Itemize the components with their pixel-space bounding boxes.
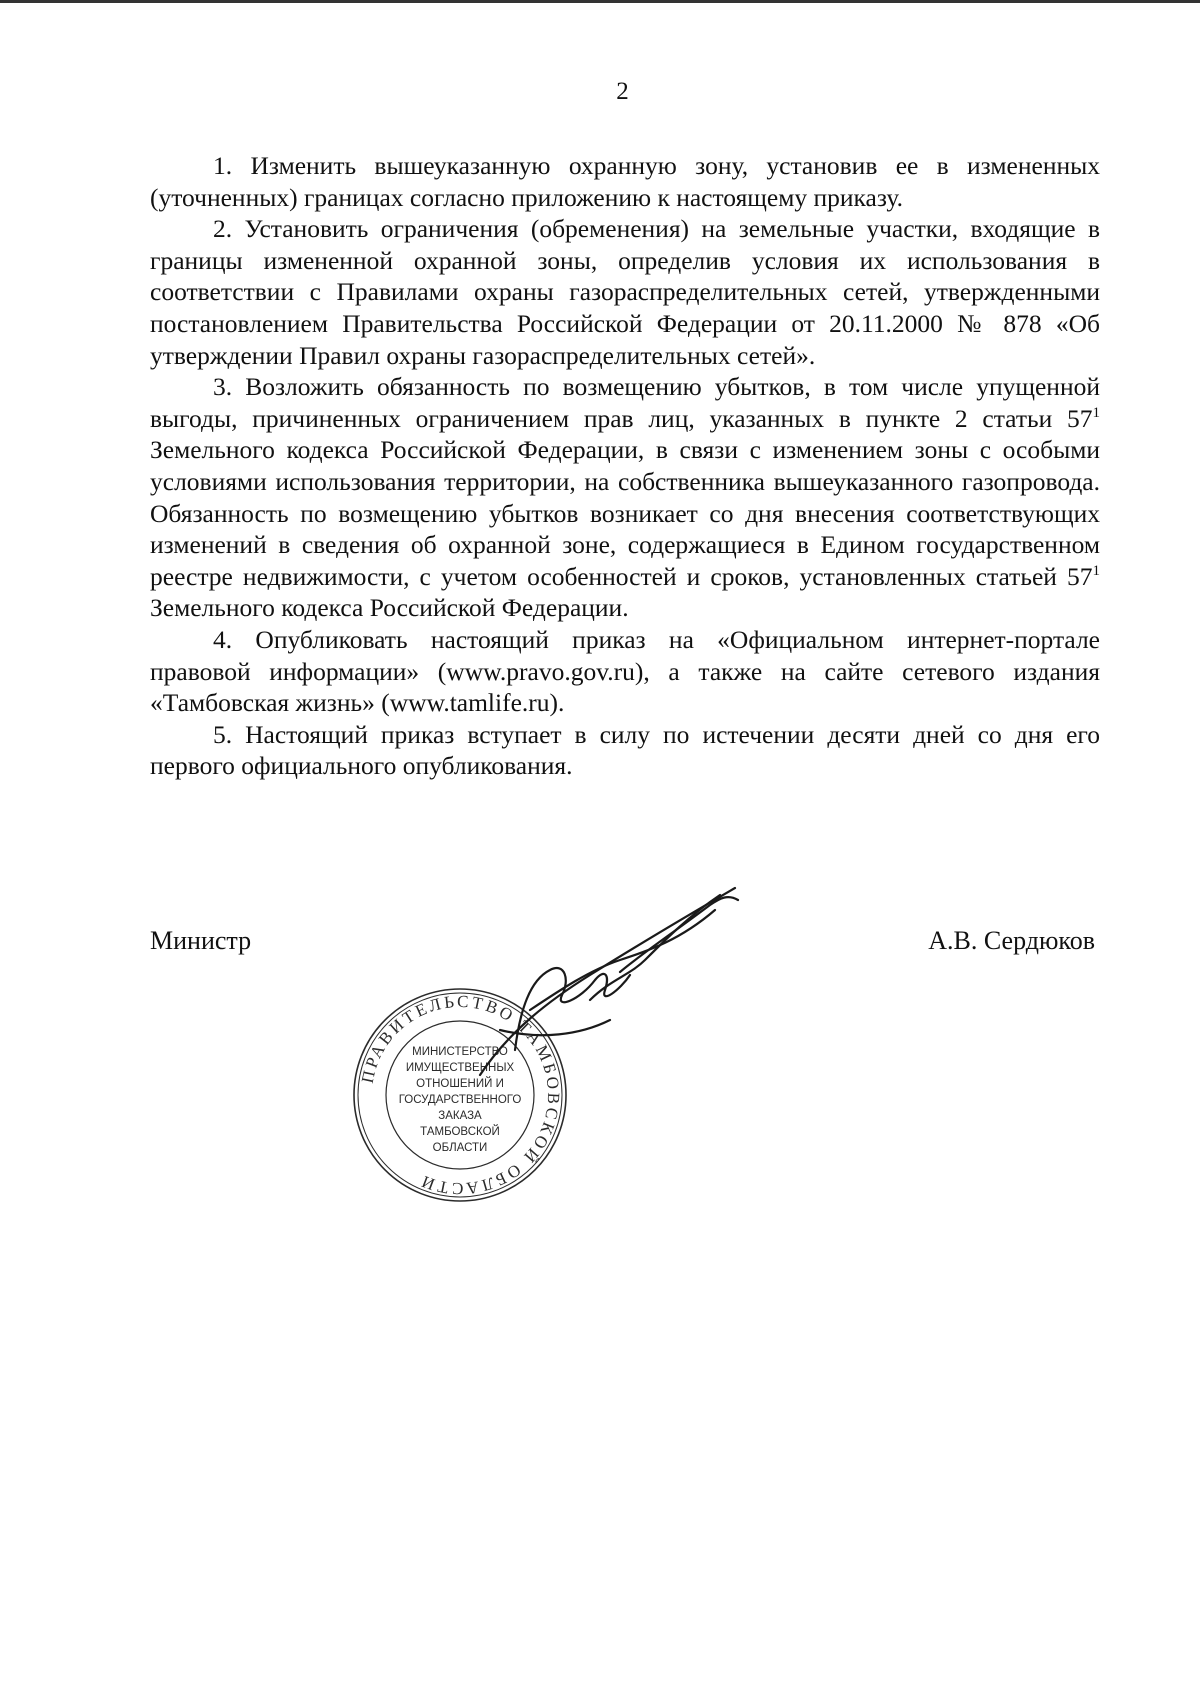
- order-body: [150, 150, 1100, 782]
- paragraph-3-part-3: Земельного кодекса Российской Федерации.: [150, 593, 629, 623]
- paragraph-1: 1. Изменить вышеуказанную охранную зону, установив ее в измененных (уточненных) границах согласно приложению к настоящему приказу.: [150, 151, 1100, 212]
- paragraph-4: 4. Опубликовать настоящий приказ на «Официальном интернет-портале правовой информации» (www.pravo.gov.ru), а также на сайте сетевого издания «Тамбовская жизнь» (www.tamlife.ru).: [150, 624, 1100, 718]
- paragraph-2: 2. Установить ограничения (обременения) на земельные участки, входящие в границы измененной охранной зоны, определив условия их использования в соответствии с Правилами охраны газораспределительных сетей, утвержденными постановлением Правительства Российской Федерации от 20.11.2000 № 878 «Об утверждении Правил охраны газораспределительных сетей».: [150, 214, 1100, 370]
- paragraph-3-part-1: 3. Возложить обязанность по возмещению убытков, в том числе упущенной выгоды, причиненных ограничением прав лиц, указанных в пункте 2 статьи 57: [150, 372, 1100, 433]
- signer-position: Министр: [150, 926, 252, 955]
- seal-outer-text: ПРАВИТЕЛЬСТВО ТАМБОВСКОЙ ОБЛАСТИ: [357, 991, 564, 1199]
- paragraph-5: 5. Настоящий приказ вступает в силу по истечении десяти дней со дня его первого официального опубликования.: [150, 719, 1100, 781]
- svg-text:МИНИСТЕРСТВО: МИНИСТЕРСТВО: [412, 1046, 508, 1058]
- signer-name: А.В. Сердюков: [928, 926, 1095, 955]
- svg-text:ТАМБОВСКОЙ: ТАМБОВСКОЙ: [420, 1126, 500, 1138]
- paragraph-3: [150, 371, 1100, 624]
- svg-text:ИМУЩЕСТВЕННЫХ: ИМУЩЕСТВЕННЫХ: [405, 1062, 515, 1074]
- svg-text:ОТНОШЕНИЙ И: ОТНОШЕНИЙ И: [416, 1078, 504, 1090]
- handwritten-signature: [470, 880, 790, 1080]
- superscript-1: 1: [1092, 404, 1100, 421]
- page-number: 2: [616, 78, 629, 105]
- scan-top-edge: [0, 0, 1200, 3]
- svg-text:ГОСУДАРСТВЕННОГО: ГОСУДАРСТВЕННОГО: [398, 1094, 522, 1106]
- svg-text:ЗАКАЗА: ЗАКАЗА: [438, 1110, 482, 1122]
- paragraph-3-part-2: Земельного кодекса Российской Федерации, в связи с изменением зоны с особыми условиями использования территории, на собственника вышеуказанного газопровода. Обязанность по возмещению убытков возникает со дня внесения соответствующих изменений в сведения об охранной зоне, содержащиеся в Едином государственном реестре недвижимости, с учетом особенностей и сроков, установленных статьей 57: [150, 435, 1100, 591]
- svg-text:ОБЛАСТИ: ОБЛАСТИ: [432, 1142, 488, 1154]
- superscript-2: 1: [1092, 562, 1100, 579]
